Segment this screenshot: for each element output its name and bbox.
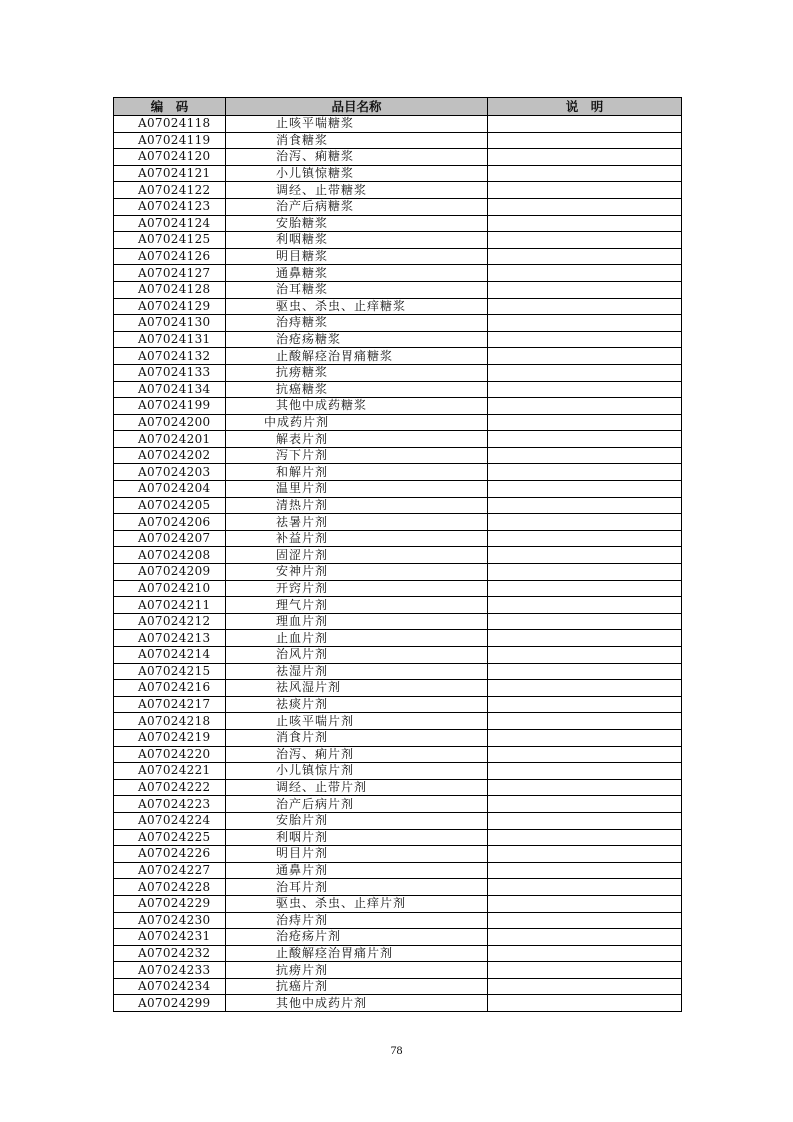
item-code: A07024227 bbox=[114, 862, 226, 879]
table-row bbox=[114, 746, 682, 763]
item-name: 抗痨糖浆 bbox=[226, 364, 488, 381]
table-row bbox=[114, 663, 682, 680]
item-code: A07024224 bbox=[114, 812, 226, 829]
table-row bbox=[114, 978, 682, 995]
item-code: A07024133 bbox=[114, 364, 226, 381]
item-name: 小儿镇惊糖浆 bbox=[226, 165, 488, 182]
item-description bbox=[488, 547, 682, 564]
table-row bbox=[114, 829, 682, 846]
table-row bbox=[114, 398, 682, 415]
item-name: 治风片剂 bbox=[226, 647, 488, 664]
item-code: A07024299 bbox=[114, 995, 226, 1012]
table-row bbox=[114, 315, 682, 332]
item-name: 治疮疡糖浆 bbox=[226, 331, 488, 348]
table-row bbox=[114, 232, 682, 249]
table-row bbox=[114, 597, 682, 614]
item-description bbox=[488, 265, 682, 282]
table-row bbox=[114, 132, 682, 149]
item-description bbox=[488, 198, 682, 215]
header-row bbox=[114, 98, 682, 116]
item-name: 利咽糖浆 bbox=[226, 232, 488, 249]
table-row bbox=[114, 696, 682, 713]
item-description bbox=[488, 298, 682, 315]
table-row bbox=[114, 680, 682, 697]
item-description bbox=[488, 248, 682, 265]
table-row bbox=[114, 763, 682, 780]
table-row bbox=[114, 846, 682, 863]
item-name: 抗痨片剂 bbox=[226, 962, 488, 979]
item-description bbox=[488, 215, 682, 232]
table-row bbox=[114, 447, 682, 464]
item-name: 治耳糖浆 bbox=[226, 281, 488, 298]
item-description bbox=[488, 912, 682, 929]
item-code: A07024219 bbox=[114, 729, 226, 746]
item-name: 利咽片剂 bbox=[226, 829, 488, 846]
item-name: 小儿镇惊片剂 bbox=[226, 763, 488, 780]
item-description bbox=[488, 647, 682, 664]
item-description bbox=[488, 597, 682, 614]
table-row bbox=[114, 364, 682, 381]
item-name: 温里片剂 bbox=[226, 481, 488, 498]
item-code: A07024204 bbox=[114, 481, 226, 498]
table-row bbox=[114, 281, 682, 298]
item-name: 止血片剂 bbox=[226, 630, 488, 647]
item-name: 其他中成药糖浆 bbox=[226, 398, 488, 415]
item-code: A07024220 bbox=[114, 746, 226, 763]
item-name: 祛暑片剂 bbox=[226, 514, 488, 531]
item-description bbox=[488, 862, 682, 879]
item-name: 通鼻糖浆 bbox=[226, 265, 488, 282]
item-description bbox=[488, 779, 682, 796]
item-description bbox=[488, 729, 682, 746]
item-code: A07024201 bbox=[114, 431, 226, 448]
table-row bbox=[114, 265, 682, 282]
item-name: 和解片剂 bbox=[226, 464, 488, 481]
table-row bbox=[114, 647, 682, 664]
item-description bbox=[488, 746, 682, 763]
table-row bbox=[114, 149, 682, 166]
item-code: A07024215 bbox=[114, 663, 226, 680]
item-name: 中成药片剂 bbox=[226, 414, 488, 431]
table-row bbox=[114, 514, 682, 531]
item-name: 驱虫、杀虫、止痒片剂 bbox=[226, 895, 488, 912]
item-code: A07024207 bbox=[114, 530, 226, 547]
item-code: A07024218 bbox=[114, 713, 226, 730]
item-code: A07024124 bbox=[114, 215, 226, 232]
item-code: A07024125 bbox=[114, 232, 226, 249]
item-code: A07024229 bbox=[114, 895, 226, 912]
item-description bbox=[488, 580, 682, 597]
item-code: A07024122 bbox=[114, 182, 226, 199]
item-name: 治耳片剂 bbox=[226, 879, 488, 896]
item-name: 调经、止带糖浆 bbox=[226, 182, 488, 199]
table-row bbox=[114, 796, 682, 813]
table-row bbox=[114, 530, 682, 547]
item-code: A07024230 bbox=[114, 912, 226, 929]
item-description bbox=[488, 564, 682, 581]
item-description bbox=[488, 315, 682, 332]
item-description bbox=[488, 962, 682, 979]
item-name: 治疮疡片剂 bbox=[226, 929, 488, 946]
table-row bbox=[114, 547, 682, 564]
item-code: A07024205 bbox=[114, 497, 226, 514]
table-row bbox=[114, 613, 682, 630]
table-row bbox=[114, 331, 682, 348]
item-description bbox=[488, 796, 682, 813]
item-code: A07024223 bbox=[114, 796, 226, 813]
item-code: A07024128 bbox=[114, 281, 226, 298]
item-name: 清热片剂 bbox=[226, 497, 488, 514]
item-description bbox=[488, 713, 682, 730]
item-name: 解表片剂 bbox=[226, 431, 488, 448]
item-name: 止酸解痉治胃痛糖浆 bbox=[226, 348, 488, 365]
item-code: A07024121 bbox=[114, 165, 226, 182]
item-description bbox=[488, 995, 682, 1012]
item-description bbox=[488, 364, 682, 381]
item-code: A07024233 bbox=[114, 962, 226, 979]
item-description bbox=[488, 846, 682, 863]
catalog-table bbox=[113, 97, 682, 1012]
item-description bbox=[488, 182, 682, 199]
page-number: 78 bbox=[390, 1043, 403, 1057]
table-row bbox=[114, 630, 682, 647]
item-name: 治产后病糖浆 bbox=[226, 198, 488, 215]
item-description bbox=[488, 630, 682, 647]
table-row bbox=[114, 481, 682, 498]
table-row bbox=[114, 962, 682, 979]
item-code: A07024118 bbox=[114, 116, 226, 133]
item-description bbox=[488, 447, 682, 464]
header-name: 品目名称 bbox=[226, 98, 488, 116]
table-row bbox=[114, 215, 682, 232]
item-description bbox=[488, 414, 682, 431]
item-name: 驱虫、杀虫、止痒糖浆 bbox=[226, 298, 488, 315]
item-name: 安胎片剂 bbox=[226, 812, 488, 829]
item-code: A07024226 bbox=[114, 846, 226, 863]
item-description bbox=[488, 812, 682, 829]
item-name: 治产后病片剂 bbox=[226, 796, 488, 813]
item-code: A07024200 bbox=[114, 414, 226, 431]
item-code: A07024222 bbox=[114, 779, 226, 796]
item-description bbox=[488, 497, 682, 514]
item-description bbox=[488, 381, 682, 398]
item-name: 祛风湿片剂 bbox=[226, 680, 488, 697]
item-description bbox=[488, 398, 682, 415]
item-code: A07024199 bbox=[114, 398, 226, 415]
item-description bbox=[488, 613, 682, 630]
item-code: A07024206 bbox=[114, 514, 226, 531]
item-code: A07024127 bbox=[114, 265, 226, 282]
item-description bbox=[488, 763, 682, 780]
item-code: A07024212 bbox=[114, 613, 226, 630]
item-name: 理气片剂 bbox=[226, 597, 488, 614]
item-description bbox=[488, 680, 682, 697]
item-code: A07024209 bbox=[114, 564, 226, 581]
item-code: A07024123 bbox=[114, 198, 226, 215]
item-code: A07024208 bbox=[114, 547, 226, 564]
item-description bbox=[488, 530, 682, 547]
item-code: A07024214 bbox=[114, 647, 226, 664]
item-description bbox=[488, 481, 682, 498]
item-name: 调经、止带片剂 bbox=[226, 779, 488, 796]
item-code: A07024130 bbox=[114, 315, 226, 332]
item-description bbox=[488, 829, 682, 846]
table-row bbox=[114, 381, 682, 398]
header-code: 编 码 bbox=[114, 98, 226, 116]
item-description bbox=[488, 895, 682, 912]
item-code: A07024119 bbox=[114, 132, 226, 149]
table-row bbox=[114, 165, 682, 182]
item-code: A07024131 bbox=[114, 331, 226, 348]
table-row bbox=[114, 995, 682, 1012]
table-row bbox=[114, 729, 682, 746]
item-name: 补益片剂 bbox=[226, 530, 488, 547]
item-name: 消食片剂 bbox=[226, 729, 488, 746]
item-code: A07024210 bbox=[114, 580, 226, 597]
table-row bbox=[114, 812, 682, 829]
item-code: A07024213 bbox=[114, 630, 226, 647]
item-description bbox=[488, 431, 682, 448]
item-name: 明目片剂 bbox=[226, 846, 488, 863]
item-code: A07024126 bbox=[114, 248, 226, 265]
item-description bbox=[488, 978, 682, 995]
table-row bbox=[114, 580, 682, 597]
item-description bbox=[488, 348, 682, 365]
item-name: 治泻、痢糖浆 bbox=[226, 149, 488, 166]
header-description: 说 明 bbox=[488, 98, 682, 116]
table-header bbox=[114, 98, 682, 116]
item-name: 安神片剂 bbox=[226, 564, 488, 581]
item-name: 安胎糖浆 bbox=[226, 215, 488, 232]
table-row bbox=[114, 431, 682, 448]
item-name: 抗癌片剂 bbox=[226, 978, 488, 995]
item-name: 治泻、痢片剂 bbox=[226, 746, 488, 763]
item-code: A07024217 bbox=[114, 696, 226, 713]
table-row bbox=[114, 116, 682, 133]
table-row bbox=[114, 348, 682, 365]
table-row bbox=[114, 198, 682, 215]
item-code: A07024134 bbox=[114, 381, 226, 398]
table-row bbox=[114, 298, 682, 315]
table-row bbox=[114, 912, 682, 929]
item-code: A07024232 bbox=[114, 945, 226, 962]
item-code: A07024202 bbox=[114, 447, 226, 464]
item-code: A07024234 bbox=[114, 978, 226, 995]
item-description bbox=[488, 929, 682, 946]
item-code: A07024129 bbox=[114, 298, 226, 315]
item-name: 祛痰片剂 bbox=[226, 696, 488, 713]
item-name: 固涩片剂 bbox=[226, 547, 488, 564]
table-body bbox=[114, 116, 682, 1012]
item-name: 抗癌糖浆 bbox=[226, 381, 488, 398]
item-name: 治痔片剂 bbox=[226, 912, 488, 929]
item-code: A07024132 bbox=[114, 348, 226, 365]
item-code: A07024203 bbox=[114, 464, 226, 481]
table-row bbox=[114, 414, 682, 431]
item-name: 治痔糖浆 bbox=[226, 315, 488, 332]
item-description bbox=[488, 331, 682, 348]
item-code: A07024228 bbox=[114, 879, 226, 896]
item-code: A07024120 bbox=[114, 149, 226, 166]
item-code: A07024216 bbox=[114, 680, 226, 697]
table-row bbox=[114, 464, 682, 481]
table-row bbox=[114, 879, 682, 896]
item-description bbox=[488, 132, 682, 149]
item-description bbox=[488, 514, 682, 531]
item-name: 止咳平喘片剂 bbox=[226, 713, 488, 730]
table-row bbox=[114, 497, 682, 514]
item-description bbox=[488, 149, 682, 166]
item-description bbox=[488, 232, 682, 249]
item-name: 理血片剂 bbox=[226, 613, 488, 630]
table-row bbox=[114, 862, 682, 879]
item-name: 泻下片剂 bbox=[226, 447, 488, 464]
table-row bbox=[114, 929, 682, 946]
item-description bbox=[488, 464, 682, 481]
table-row bbox=[114, 713, 682, 730]
item-code: A07024231 bbox=[114, 929, 226, 946]
table-row bbox=[114, 895, 682, 912]
table-row bbox=[114, 248, 682, 265]
item-name: 通鼻片剂 bbox=[226, 862, 488, 879]
item-description bbox=[488, 696, 682, 713]
item-name: 止咳平喘糖浆 bbox=[226, 116, 488, 133]
item-name: 明目糖浆 bbox=[226, 248, 488, 265]
item-code: A07024211 bbox=[114, 597, 226, 614]
item-name: 止酸解痉治胃痛片剂 bbox=[226, 945, 488, 962]
table-row bbox=[114, 182, 682, 199]
item-description bbox=[488, 116, 682, 133]
item-description bbox=[488, 663, 682, 680]
table-row bbox=[114, 945, 682, 962]
item-description bbox=[488, 281, 682, 298]
item-name: 开窍片剂 bbox=[226, 580, 488, 597]
table-row bbox=[114, 779, 682, 796]
item-code: A07024225 bbox=[114, 829, 226, 846]
item-name: 消食糖浆 bbox=[226, 132, 488, 149]
item-name: 祛湿片剂 bbox=[226, 663, 488, 680]
item-name: 其他中成药片剂 bbox=[226, 995, 488, 1012]
table-row bbox=[114, 564, 682, 581]
item-code: A07024221 bbox=[114, 763, 226, 780]
item-description bbox=[488, 945, 682, 962]
item-description bbox=[488, 165, 682, 182]
item-description bbox=[488, 879, 682, 896]
